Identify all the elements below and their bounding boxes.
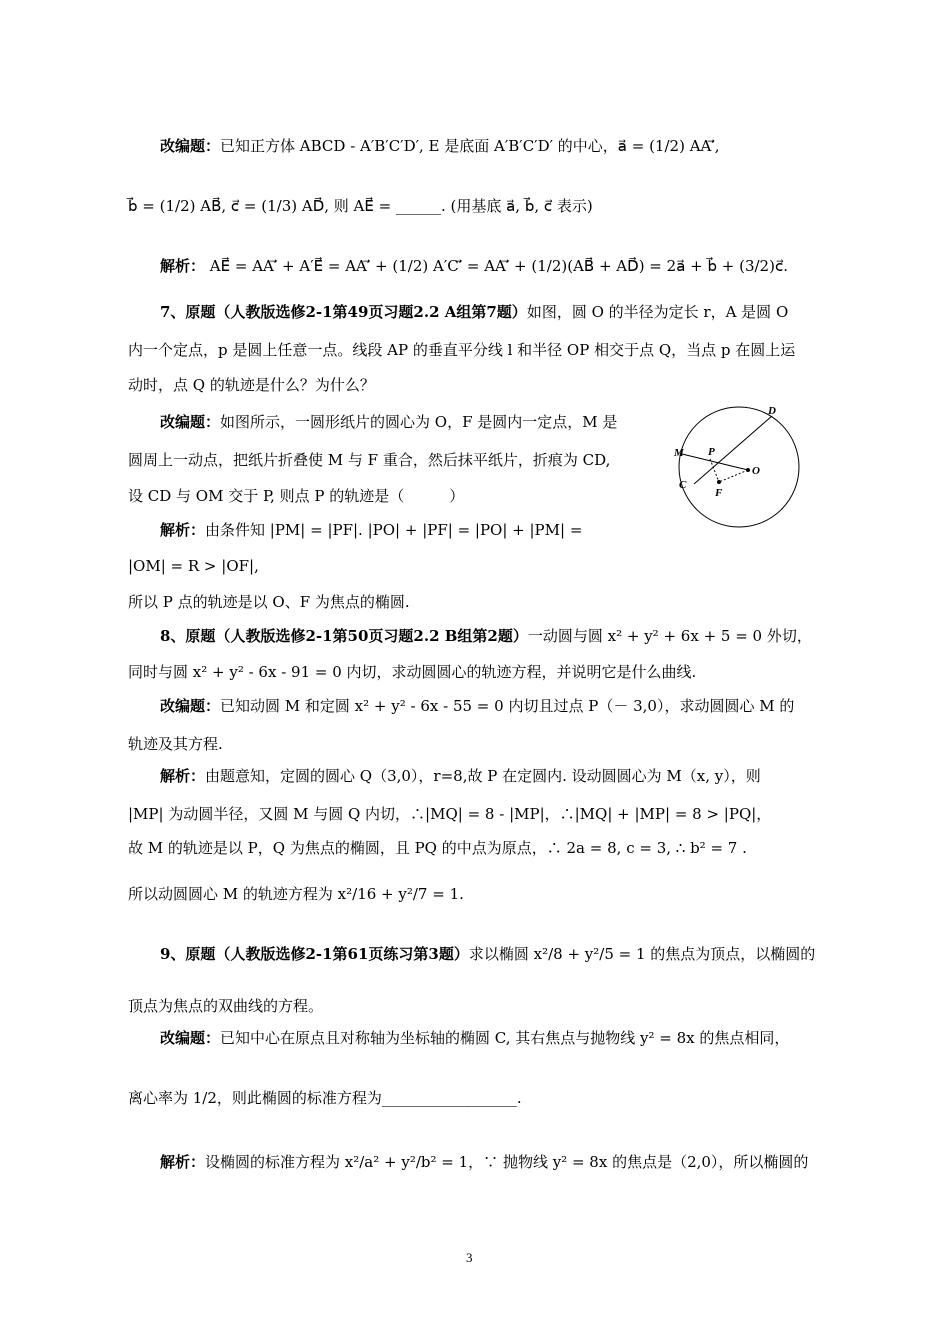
- page-number: 3: [466, 1250, 473, 1265]
- text-line: 顶点为焦点的双曲线的方程。: [128, 997, 324, 1015]
- bold-label: 改编题：: [160, 413, 221, 431]
- line-body: 如图所示，一圆形纸片的圆心为 O，F 是圆内一定点，M 是: [220, 413, 618, 431]
- point-o: [746, 468, 750, 472]
- label-d: D: [768, 405, 776, 417]
- text-line: 同时与圆 x² + y² - 6x - 91 = 0 内切，求动圆圆心的轨迹方程，并说明它是什么曲线.: [128, 663, 697, 681]
- text-line: [160, 626, 812, 646]
- text-line: [160, 302, 788, 322]
- crease-line-cd: [694, 416, 772, 484]
- text-line: |MP| 为动圆半径，又圆 M 与圆 Q 内切，∴|MQ| = 8 - |MP|，∴|MQ| + |MP| = 8 > |PQ|，: [128, 805, 772, 823]
- line-body: 一动圆与圆 x² + y² + 6x + 5 = 0 外切，: [527, 627, 812, 645]
- line-body: AE⃗ = AA′⃗ + A′E⃗ = AA′⃗ + (1/2) A′C′⃗ = AA′⃗ + (1/2)(AB⃗ + AD⃗) = 2a⃗ + b⃗ + (3/2)c⃗.: [205, 257, 788, 275]
- text-line: [160, 136, 720, 156]
- text-line: [160, 944, 815, 964]
- text-line: [160, 520, 582, 540]
- text-line: [160, 412, 617, 432]
- line-body: 已知动圆 M 和定圆 x² + y² - 6x - 55 = 0 内切且过点 P（－ 3,0），求动圆圆心 M 的: [220, 697, 795, 715]
- line-body: 已知正方体 ABCD - A′B′C′D′, E 是底面 A′B′C′D′ 的中心，a⃗ = (1/2) AA′⃗,: [220, 137, 720, 155]
- text-line: 圆周上一动点，把纸片折叠使 M 与 F 重合，然后抹平纸片，折痕为 CD,: [128, 451, 611, 469]
- text-line: 所以动圆圆心 M 的轨迹方程为 x²/16 + y²/7 = 1.: [128, 885, 464, 903]
- text-line: [160, 1028, 789, 1048]
- point-f: [717, 480, 721, 484]
- text-line: 轨迹及其方程.: [128, 735, 223, 753]
- bold-label: 解析：: [160, 767, 206, 785]
- radius-om: [682, 454, 748, 470]
- bold-label: 改编题：: [160, 137, 221, 155]
- label-p: P: [708, 446, 715, 458]
- bold-label: 改编题：: [160, 697, 221, 715]
- text-line: b⃗ = (1/2) AB⃗, c⃗ = (1/3) AD⃗, 则 AE⃗ = ______. (用基底 a⃗, b⃗, c⃗ 表示): [128, 197, 593, 215]
- text-line: 动时，点 Q 的轨迹是什么？为什么？: [128, 376, 375, 394]
- label-m: M: [674, 447, 684, 459]
- bold-label: 8、原题（人教版选修2-1第50页习题2.2 B组第2题）: [160, 627, 528, 645]
- line-body: 由条件知 |PM| = |PF|. |PO| + |PF| = |PO| + |PM| =: [205, 521, 583, 539]
- bold-label: 解析：: [160, 1153, 206, 1171]
- text-line: [160, 1152, 808, 1172]
- text-line: [160, 766, 761, 786]
- text-line: 离心率为 1/2，则此椭圆的标准方程为__________________.: [128, 1089, 522, 1107]
- label-o: O: [752, 465, 760, 477]
- text-line: [160, 696, 794, 716]
- text-line: 内一个定点，p 是圆上任意一点。线段 AP 的垂直平分线 l 和半径 OP 相交于点 Q，当点 p 在圆上运: [128, 341, 796, 359]
- segment-of: [719, 470, 748, 482]
- bold-label: 解析：: [160, 521, 206, 539]
- line-body: 如图，圆 O 的半径为定长 r，A 是圆 O: [526, 303, 789, 321]
- line-body: 由题意知，定圆的圆心 Q（3,0），r=8,故 P 在定圆内. 设动圆圆心为 M（x, y），则: [205, 767, 761, 785]
- bold-label: 解析：: [160, 257, 206, 275]
- bold-label: 9、原题（人教版选修2-1第61页练习第3题）: [160, 945, 469, 963]
- text-line: 故 M 的轨迹是以 P，Q 为焦点的椭圆，且 PQ 的中点为原点，∴ 2a = 8, c = 3, ∴ b² = 7 .: [128, 839, 747, 857]
- bold-label: 7、原题（人教版选修2-1第49页习题2.2 A组第7题）: [160, 303, 527, 321]
- paper-circle: [679, 407, 799, 527]
- line-body: 设椭圆的标准方程为 x²/a² + y²/b² = 1，∵ 抛物线 y² = 8x 的焦点是（2,0），所以椭圆的: [205, 1153, 809, 1171]
- label-f: F: [715, 487, 723, 499]
- text-line: |OM| = R > |OF|,: [128, 557, 259, 575]
- line-body: 已知中心在原点且对称轴为坐标轴的椭圆 C, 其右焦点与抛物线 y² = 8x 的焦点相同，: [220, 1029, 790, 1047]
- label-c: C: [679, 479, 687, 491]
- text-line: 设 CD 与 OM 交于 P, 则点 P 的轨迹是（ ）: [128, 487, 465, 505]
- circle-fold-figure: [676, 404, 802, 528]
- line-body: 求以椭圆 x²/8 + y²/5 = 1 的焦点为顶点，以椭圆的: [468, 945, 816, 963]
- text-line: [160, 256, 788, 276]
- bold-label: 改编题：: [160, 1029, 221, 1047]
- text-line: 所以 P 点的轨迹是以 O、F 为焦点的椭圆.: [128, 593, 410, 611]
